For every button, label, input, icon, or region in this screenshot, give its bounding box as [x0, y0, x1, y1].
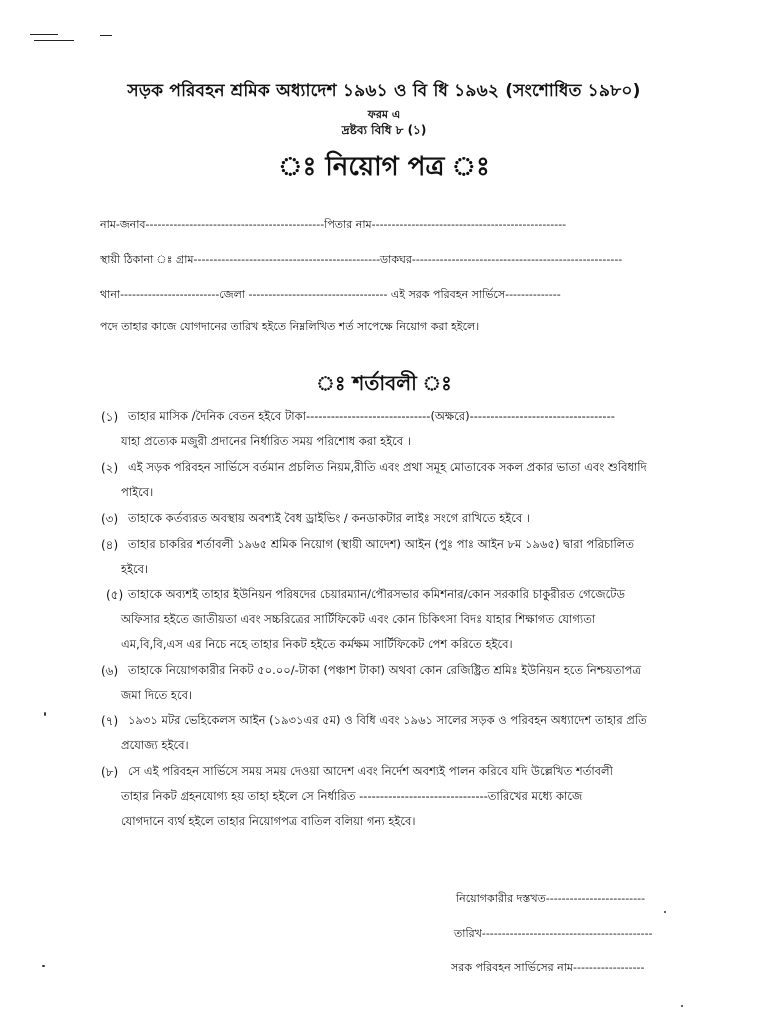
term-text: এই সড়ক পরিবহন সার্ভিসে বর্তমান প্রচলিত নিয়ম,রীতি এবং প্রথা সমূহ মোতাবেক সকল প্রকার ভাতা এবং শুবিধাদি — [128, 460, 647, 474]
terms-title: ঃ শর্তাবলী ঃ — [316, 371, 452, 395]
term-text: পাইবে। — [121, 485, 154, 499]
term-text: সে এই পরিবহন সার্ভিসে সময় সময় দেওয়া আদেশ এবং নির্দেশ অবশ্যই পালন করিবে যদি উল্লেখিত শর্তাবলী — [128, 764, 613, 778]
date-line: তারিখ------------------------------------------- — [454, 927, 653, 940]
rule-reference: দ্রষ্টব্য বিধি ৮ (১) — [341, 123, 427, 137]
term-number: (৮) — [101, 765, 119, 779]
name-father-field: নাম-জনাব---------------------------------------------পিতার নাম------------------------------------------------- — [100, 218, 567, 231]
term-text: প্রযোজ্য হইবে। — [121, 738, 189, 752]
employer-signature: নিয়োগকারীর দস্তখত------------------------- — [456, 892, 646, 905]
term-text: তাহার মাসিক /দৈনিক বেতন হইবে টাকা------------------------------(অক্ষরে)----------------------------------- — [128, 409, 615, 423]
address-field: স্থায়ী ঠিকানা ঃ গ্রাম-----------------------------------------------ডাকঘর----------------------------------------------------- — [100, 253, 623, 266]
term-text: এম,বি,বি,এস এর নিচে নহে তাহার নিকট হইতে কর্মক্ষম সার্টিফিকেট পেশ করিতে হইবে। — [121, 637, 513, 651]
scan-artifact — [30, 34, 58, 35]
joining-statement: পদে তাহার কাজে যোগদানের তারিখ হইতে নিম্নলিখিত শর্ত সাপেক্ষে নিয়োগ করা হইলে। — [100, 320, 480, 333]
term-number: (৭) — [101, 714, 119, 728]
term-text: তাহার চাকরির শর্তাবলী ১৯৬৫ শ্রমিক নিয়োগ (স্থায়ী আদেশ) আইন (পুঃ পাঃ আইন ৮ম ১৯৬৫) দ্বারা পরিচালিত — [128, 537, 634, 551]
scan-speck — [681, 1005, 683, 1007]
term-number: (৩) — [101, 512, 119, 526]
term-number: (৪) — [101, 538, 119, 552]
scan-artifact — [34, 40, 74, 41]
term-text: তাহাকে নিয়োগকারীর নিকট ৫০.০০/-টাকা (পঞ্চাশ টাকা) অথবা কোন রেজিষ্ট্রিত শ্রমিঃ ইউনিয়ন হতে নিশ্চয়তাপত্র — [128, 663, 641, 677]
term-number: (৫) — [106, 588, 124, 602]
term-text: জমা দিতে হবে। — [121, 688, 193, 702]
term-text: হইবে। — [121, 562, 149, 576]
term-number: (২) — [101, 461, 119, 475]
scan-speck — [44, 712, 46, 716]
term-text: তাহাকে অব্যশই তাহার ইউনিয়ন পরিষদের চেয়ারম্যান/পৌরসভার কমিশনার/কোন সরকারি চাকুরীরত গেজেটেড — [128, 587, 625, 601]
document-title: ঃ নিয়োগ পত্র ঃ — [278, 152, 490, 182]
ordinance-title: সড়ক পরিবহন শ্রমিক অধ্যাদেশ ১৯৬১ ও বি ধি ১৯৬২ (সংশোধিত ১৯৮০) — [127, 81, 641, 101]
term-text: অফিসার হইতে জাতীয়তা এবং সচ্চরিত্রের সার্টিফিকেট এবং কোন চিকিৎসা বিদঃ যাহার শিক্ষাগত যোগ্যতা — [121, 612, 596, 626]
term-number: (১) — [101, 410, 119, 424]
form-label: ফরম এ — [367, 108, 401, 121]
term-text: তাহার নিকট গ্রহনযোগ্য হয় তাহা হইলে সে নির্ধারিত -------------------------------তারিখের মধ্যে কাজে — [121, 789, 583, 803]
term-number: (৬) — [101, 664, 119, 678]
scan-speck — [42, 965, 45, 967]
service-name-line: সরক পরিবহন সার্ভিসের নাম------------------ — [451, 961, 645, 974]
scan-artifact — [100, 35, 112, 36]
thana-district-field: থানা-------------------------জেলা ----------------------------------- এই সরক পরিবহন সার্ভিসে-------------- — [100, 288, 561, 301]
term-text: যাহা প্রত্যেক মজুরী প্রদানের নির্ধারিত সময় পরিশোধ করা হইবে । — [121, 434, 411, 448]
term-text: তাহাকে কর্তব্যরত অবস্থায় অবশ্যই বৈধ ড্রাইভিং / কনডাকটার লাইঃ সংগে রাখিতে হইবে । — [128, 511, 531, 525]
term-text: যোগদানে ব্যর্থ হইলে তাহার নিয়োগপত্র বাতিল বলিয়া গন্য হইবে। — [121, 814, 416, 828]
scan-speck — [664, 911, 666, 913]
term-text: ১৯৩১ মটর ভেহিকেলস আইন (১৯৩১এর ৫ম) ও বিধি এবং ১৯৬১ সালের সড়ক ও পরিবহন অধ্যাদেশ তাহার প্রতি — [128, 713, 647, 727]
